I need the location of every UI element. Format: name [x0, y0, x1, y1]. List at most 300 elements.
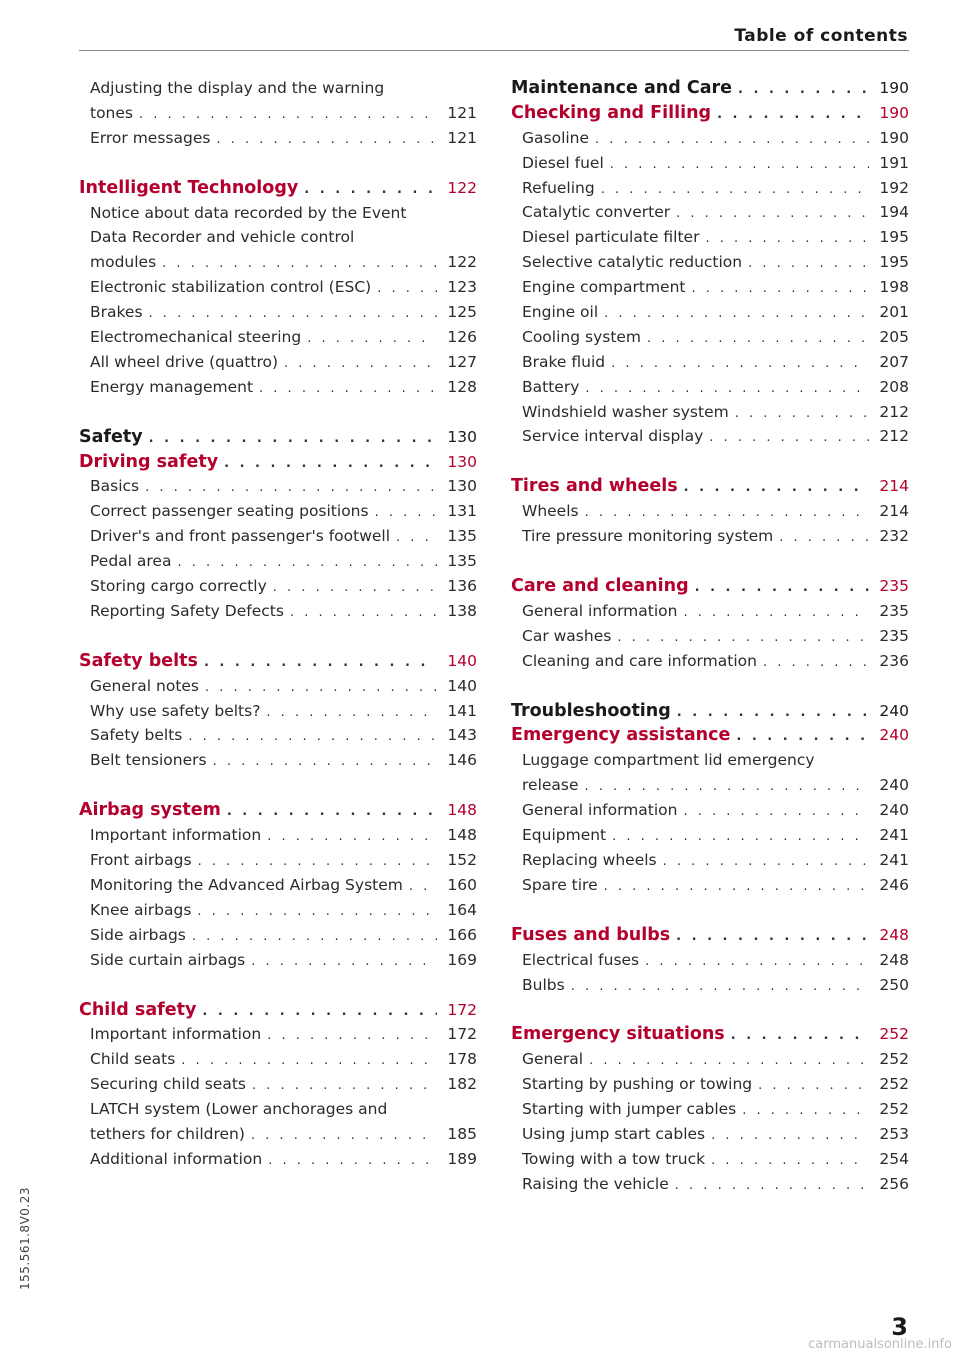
dot-leader — [149, 302, 437, 327]
toc-entry[interactable] — [511, 1047, 909, 1072]
toc-section-heading[interactable] — [511, 723, 909, 748]
toc-entry-title: Starting with jumper cables — [522, 1100, 737, 1119]
toc-entry-title: Child seats — [90, 1050, 176, 1069]
toc-entry[interactable] — [511, 973, 909, 998]
dot-leader — [738, 78, 869, 103]
toc-entry[interactable] — [79, 549, 477, 574]
toc-page-number: 166 — [447, 925, 477, 944]
toc-page-number: 189 — [447, 1149, 477, 1168]
toc-page-number: 246 — [879, 875, 909, 894]
toc-entry-continuation[interactable] — [79, 250, 477, 275]
toc-page-number: 138 — [447, 601, 477, 620]
section-gap — [511, 549, 909, 574]
toc-page-number: 130 — [447, 477, 477, 496]
toc-entry-title: Tire pressure monitoring system — [522, 527, 774, 546]
toc-entry-title: Service interval display — [522, 427, 704, 446]
toc-entry[interactable] — [511, 225, 909, 250]
dot-leader — [177, 551, 437, 576]
toc-page-number: 214 — [879, 502, 909, 521]
section-gap — [511, 997, 909, 1022]
toc-entry-title: Belt tensioners — [90, 751, 207, 770]
toc-page-number: 182 — [447, 1075, 477, 1094]
toc-right-column — [511, 76, 909, 1197]
toc-page-number: 236 — [879, 651, 909, 670]
toc-page-number: 146 — [447, 751, 477, 770]
toc-entry[interactable] — [79, 823, 477, 848]
dot-leader — [684, 476, 869, 501]
toc-entry-title: Front airbags — [90, 851, 192, 870]
toc-page-number: 252 — [879, 1100, 909, 1119]
toc-entry-title: Refueling — [522, 178, 595, 197]
toc-page-number: 194 — [879, 203, 909, 222]
dot-leader — [227, 800, 437, 825]
toc-entry[interactable] — [511, 325, 909, 350]
toc-page-number: 172 — [447, 1000, 477, 1019]
toc-entry[interactable] — [511, 300, 909, 325]
toc-entry-title: Windshield washer system — [522, 402, 729, 421]
toc-entry[interactable] — [511, 350, 909, 375]
toc-section-heading[interactable] — [79, 798, 477, 823]
dot-leader — [267, 1024, 437, 1049]
dot-leader — [758, 1074, 869, 1099]
toc-entry[interactable] — [79, 375, 477, 400]
document-code: 155.561.8V0.23 — [18, 1187, 32, 1290]
toc-entry[interactable] — [511, 798, 909, 823]
toc-entry[interactable] — [511, 848, 909, 873]
toc-page-number: 240 — [879, 801, 909, 820]
header-rule — [79, 50, 909, 51]
toc-entry-title: Correct passenger seating positions — [90, 502, 369, 521]
toc-page-number: 240 — [879, 701, 909, 720]
dot-leader — [162, 252, 437, 277]
toc-page-number: 143 — [447, 726, 477, 745]
toc-page-number: 195 — [879, 228, 909, 247]
dot-leader — [409, 875, 437, 900]
toc-section-heading[interactable] — [511, 923, 909, 948]
toc-page-number: 253 — [879, 1124, 909, 1143]
dot-leader — [711, 1124, 869, 1149]
dot-leader — [266, 701, 437, 726]
toc-entry-title: Child safety — [79, 999, 197, 1020]
toc-entry-title: Pedal area — [90, 552, 172, 571]
toc-entry[interactable] — [511, 275, 909, 300]
dot-leader — [304, 178, 437, 203]
toc-entry[interactable] — [79, 574, 477, 599]
dot-leader — [731, 1024, 869, 1049]
toc-entry[interactable] — [79, 748, 477, 773]
dot-leader — [595, 128, 869, 153]
toc-entry-title: Safety — [79, 426, 143, 447]
toc-entry-title: Diesel particulate filter — [522, 228, 700, 247]
toc-entry[interactable] — [79, 723, 477, 748]
toc-entry[interactable] — [511, 200, 909, 225]
toc-entry-title: Notice about data recorded by the Event — [90, 203, 407, 222]
toc-section-heading[interactable] — [511, 574, 909, 599]
dot-leader — [259, 377, 437, 402]
section-gap — [79, 773, 477, 798]
toc-entry-title: Maintenance and Care — [511, 78, 733, 98]
toc-page-number: 152 — [447, 851, 477, 870]
toc-entry-continuation — [79, 225, 477, 250]
dot-leader — [181, 1049, 437, 1074]
dot-leader — [601, 178, 869, 203]
toc-entry-title: Error messages — [90, 128, 211, 147]
toc-page-number: 125 — [447, 303, 477, 322]
toc-section-heading[interactable] — [79, 450, 477, 475]
toc-entry-title: Gasoline — [522, 128, 590, 147]
toc-entry-title: Electronic stabilization control (ESC) — [90, 278, 372, 297]
toc-entry[interactable] — [79, 275, 477, 300]
dot-leader — [251, 1124, 437, 1149]
toc-section-heading[interactable] — [79, 649, 477, 674]
dot-leader — [736, 725, 869, 750]
toc-page-number: 250 — [879, 975, 909, 994]
dot-leader — [611, 352, 869, 377]
toc-entry[interactable] — [79, 873, 477, 898]
toc-entry[interactable] — [511, 176, 909, 201]
toc-entry-title: Car washes — [522, 626, 612, 645]
toc-entry-title: Side airbags — [90, 925, 186, 944]
toc-entry[interactable] — [511, 375, 909, 400]
dot-leader — [585, 775, 869, 800]
toc-page-number: 212 — [879, 402, 909, 421]
toc-page-number: 121 — [447, 103, 477, 122]
toc-entry[interactable] — [79, 923, 477, 948]
dot-leader — [748, 252, 869, 277]
toc-entry — [79, 201, 477, 226]
dot-leader — [224, 452, 437, 477]
toc-entry[interactable] — [511, 1172, 909, 1197]
dot-leader — [683, 800, 869, 825]
toc-entry[interactable] — [511, 1147, 909, 1172]
toc-page-number: 126 — [447, 328, 477, 347]
toc-entry[interactable] — [79, 1147, 477, 1172]
toc-page-number: 198 — [879, 278, 909, 297]
section-gap — [511, 674, 909, 699]
toc-entry-title: Electromechanical steering — [90, 328, 302, 347]
toc-entry-title: Driver's and front passenger's footwell — [90, 527, 391, 546]
dot-leader — [145, 476, 437, 501]
toc-entry-title: Troubleshooting — [511, 700, 671, 721]
dot-leader — [197, 900, 437, 925]
dot-leader — [252, 1074, 437, 1099]
toc-entry-title: General notes — [90, 676, 200, 695]
toc-entry[interactable] — [79, 499, 477, 524]
toc-section-heading[interactable] — [511, 474, 909, 499]
dot-leader — [676, 925, 869, 950]
toc-page-number: 172 — [447, 1025, 477, 1044]
toc-page-number: 135 — [447, 552, 477, 571]
toc-entry-title: Cooling system — [522, 327, 642, 346]
toc-entry-title: Battery — [522, 377, 580, 396]
toc-page-number: 235 — [879, 577, 909, 596]
toc-entry[interactable] — [511, 1122, 909, 1147]
toc-entry-title: Engine compartment — [522, 278, 686, 297]
toc-entry-continuation[interactable] — [511, 773, 909, 798]
toc-entry-title: Engine oil — [522, 303, 599, 322]
toc-entry[interactable] — [511, 624, 909, 649]
toc-entry-title: General — [522, 1050, 584, 1069]
toc-entry[interactable] — [79, 898, 477, 923]
toc-entry-title: Checking and Filling — [511, 102, 712, 123]
toc-left-column — [79, 76, 477, 1172]
toc-page-number: 169 — [447, 950, 477, 969]
toc-page-number: 141 — [447, 701, 477, 720]
toc-entry-title: Catalytic converter — [522, 203, 671, 222]
dot-leader — [268, 1149, 437, 1174]
toc-entry[interactable] — [79, 948, 477, 973]
dot-leader — [267, 825, 437, 850]
dot-leader — [571, 975, 869, 1000]
dot-leader — [617, 626, 869, 651]
toc-entry-title: Intelligent Technology — [79, 177, 299, 198]
dot-leader — [763, 651, 869, 676]
toc-entry[interactable] — [511, 649, 909, 674]
toc-entry-title: modules — [90, 253, 157, 272]
dot-leader — [149, 427, 437, 452]
dot-leader — [375, 501, 437, 526]
toc-page-number: 121 — [447, 128, 477, 147]
toc-entry-title: LATCH system (Lower anchorages and — [90, 1100, 388, 1119]
toc-entry-title: All wheel drive (quattro) — [90, 352, 279, 371]
dot-leader — [139, 103, 437, 128]
toc-entry-title: Spare tire — [522, 875, 598, 894]
toc-page-number: 240 — [879, 726, 909, 745]
toc-entry-title: Brakes — [90, 303, 143, 322]
toc-page-number: 235 — [879, 601, 909, 620]
toc-entry-continuation[interactable] — [79, 101, 477, 126]
dot-leader — [675, 1174, 869, 1199]
dot-leader — [677, 701, 869, 726]
toc-entry[interactable] — [511, 1072, 909, 1097]
toc-page-number: 190 — [879, 103, 909, 122]
toc-section-heading[interactable] — [511, 1022, 909, 1047]
toc-entry-title: General information — [522, 801, 678, 820]
toc-entry[interactable] — [79, 699, 477, 724]
toc-page-number: 201 — [879, 303, 909, 322]
dot-leader — [198, 850, 437, 875]
toc-entry-title: Starting by pushing or towing — [522, 1075, 753, 1094]
toc-page-number: 123 — [447, 278, 477, 297]
toc-entry-title: Diesel fuel — [522, 153, 604, 172]
section-gap — [79, 400, 477, 425]
toc-page-number: 148 — [447, 826, 477, 845]
dot-leader — [683, 601, 869, 626]
toc-page-number: 191 — [879, 153, 909, 172]
dot-leader — [717, 103, 869, 128]
dot-leader — [735, 402, 869, 427]
watermark: carmanualsonline.info — [808, 1337, 952, 1352]
dot-leader — [213, 750, 437, 775]
toc-entry[interactable] — [79, 1022, 477, 1047]
toc-entry-title: Energy management — [90, 377, 254, 396]
toc-entry-title: Airbag system — [79, 800, 221, 821]
dot-leader — [585, 501, 869, 526]
toc-entry-title: Care and cleaning — [511, 576, 689, 597]
dot-leader — [695, 576, 869, 601]
toc-section-heading[interactable] — [511, 101, 909, 126]
toc-page-number: 232 — [879, 527, 909, 546]
dot-leader — [711, 1149, 869, 1174]
toc-entry-title: Emergency situations — [511, 1024, 725, 1045]
toc-page-number: 160 — [447, 875, 477, 894]
toc-entry — [79, 1097, 477, 1122]
toc-chapter-heading[interactable] — [511, 76, 909, 101]
toc-page-number: 195 — [879, 253, 909, 272]
toc-page-number: 127 — [447, 352, 477, 371]
toc-page-number: 248 — [879, 925, 909, 944]
toc-entry[interactable] — [511, 599, 909, 624]
toc-entry-title: Monitoring the Advanced Airbag System — [90, 875, 403, 894]
toc-page-number: 122 — [447, 178, 477, 197]
dot-leader — [709, 426, 869, 451]
dot-leader — [647, 327, 869, 352]
toc-entry-title: Tires and wheels — [511, 476, 678, 497]
toc-page-number: 212 — [879, 427, 909, 446]
toc-entry-title: Using jump start cables — [522, 1124, 706, 1143]
toc-entry[interactable] — [79, 325, 477, 350]
toc-entry-title: Adjusting the display and the warning — [90, 79, 385, 97]
section-gap — [511, 449, 909, 474]
dot-leader — [691, 277, 869, 302]
toc-entry-title: Towing with a tow truck — [522, 1149, 706, 1168]
toc-page-number: 252 — [879, 1025, 909, 1044]
section-gap — [79, 973, 477, 998]
toc-entry[interactable] — [79, 300, 477, 325]
toc-entry-title: Fuses and bulbs — [511, 924, 671, 945]
toc-page-number: 122 — [447, 253, 477, 272]
toc-entry[interactable] — [79, 1047, 477, 1072]
dot-leader — [284, 352, 437, 377]
toc-entry-title: Safety belts — [90, 726, 183, 745]
toc-entry[interactable] — [511, 250, 909, 275]
dot-leader — [396, 526, 437, 551]
toc-page-number: 205 — [879, 327, 909, 346]
toc-entry-title: Reporting Safety Defects — [90, 601, 284, 620]
toc-page-number: 185 — [447, 1124, 477, 1143]
toc-entry-title: Basics — [90, 477, 140, 496]
dot-leader — [645, 950, 869, 975]
toc-page-number: 214 — [879, 477, 909, 496]
toc-page-number: 178 — [447, 1050, 477, 1069]
toc-entry[interactable] — [79, 474, 477, 499]
toc-entry[interactable] — [511, 424, 909, 449]
toc-entry[interactable] — [511, 499, 909, 524]
dot-leader — [290, 601, 437, 626]
toc-entry-title: Emergency assistance — [511, 725, 731, 746]
toc-page-number: 136 — [447, 577, 477, 596]
toc-page-number: 140 — [447, 651, 477, 670]
toc-entry-title: Driving safety — [79, 451, 219, 472]
dot-leader — [589, 1049, 869, 1074]
toc-entry[interactable] — [79, 126, 477, 151]
toc-page-number: 190 — [879, 79, 909, 97]
toc-entry[interactable] — [511, 151, 909, 176]
toc-entry-title: Selective catalytic reduction — [522, 253, 743, 272]
toc-chapter-heading[interactable] — [79, 425, 477, 450]
toc-page-number: 130 — [447, 427, 477, 446]
toc-entry[interactable] — [79, 599, 477, 624]
section-gap — [79, 624, 477, 649]
toc-entry[interactable] — [511, 948, 909, 973]
toc-entry[interactable] — [79, 848, 477, 873]
dot-leader — [273, 576, 437, 601]
dot-leader — [705, 227, 869, 252]
section-gap — [511, 898, 909, 923]
dot-leader — [612, 825, 869, 850]
toc-entry-title: General information — [522, 601, 678, 620]
dot-leader — [216, 128, 437, 153]
toc-entry[interactable] — [79, 350, 477, 375]
page-header-title: Table of contents — [734, 26, 908, 46]
dot-leader — [604, 875, 869, 900]
toc-entry-title: Bulbs — [522, 975, 565, 994]
toc-entry-title: Brake fluid — [522, 352, 606, 371]
toc-page-number: 128 — [447, 377, 477, 396]
toc-page-number: 252 — [879, 1075, 909, 1094]
toc-entry-title: Cleaning and care information — [522, 651, 757, 670]
toc-entry-title: Luggage compartment lid emergency — [522, 751, 815, 770]
toc-entry[interactable] — [511, 873, 909, 898]
toc-page-number: 135 — [447, 527, 477, 546]
toc-page-number: 252 — [879, 1050, 909, 1069]
toc-section-heading[interactable] — [79, 176, 477, 201]
toc-entry-title: Securing child seats — [90, 1075, 246, 1094]
toc-section-heading[interactable] — [79, 998, 477, 1023]
toc-page-number: 148 — [447, 801, 477, 820]
dot-leader — [742, 1099, 869, 1124]
toc-entry — [79, 76, 477, 101]
toc-entry-continuation[interactable] — [79, 1122, 477, 1147]
dot-leader — [192, 925, 437, 950]
toc-page-number: 240 — [879, 776, 909, 795]
toc-entry-title: Wheels — [522, 502, 579, 521]
dot-leader — [610, 153, 869, 178]
toc-entry-title: Equipment — [522, 826, 607, 845]
toc-entry-title: Storing cargo correctly — [90, 577, 267, 596]
toc-entry-title: release — [522, 776, 579, 795]
toc-entry[interactable] — [79, 524, 477, 549]
toc-entry[interactable] — [511, 126, 909, 151]
dot-leader — [377, 277, 437, 302]
toc-page-number: 192 — [879, 178, 909, 197]
toc-entry-title: Replacing wheels — [522, 850, 657, 869]
dot-leader — [779, 526, 869, 551]
dot-leader — [188, 725, 437, 750]
toc-entry-title: Knee airbags — [90, 900, 192, 919]
toc-entry[interactable] — [79, 674, 477, 699]
toc-entry[interactable] — [511, 1097, 909, 1122]
toc-entry-title: Why use safety belts? — [90, 701, 261, 720]
toc-entry[interactable] — [511, 524, 909, 549]
dot-leader — [585, 377, 869, 402]
toc-entry-title: Electrical fuses — [522, 950, 640, 969]
dot-leader — [307, 327, 437, 352]
toc-page-number: 164 — [447, 900, 477, 919]
toc-page-number: 140 — [447, 676, 477, 695]
toc-page-number: 207 — [879, 352, 909, 371]
toc-chapter-heading[interactable] — [511, 699, 909, 724]
toc-entry[interactable] — [79, 1072, 477, 1097]
dot-leader — [604, 302, 869, 327]
dot-leader — [663, 850, 869, 875]
toc-entry[interactable] — [511, 400, 909, 425]
dot-leader — [202, 1000, 437, 1025]
page-number: 3 — [891, 1313, 908, 1341]
toc-entry[interactable] — [511, 823, 909, 848]
toc-page-number: 131 — [447, 502, 477, 521]
toc-entry-title: Raising the vehicle — [522, 1174, 669, 1193]
